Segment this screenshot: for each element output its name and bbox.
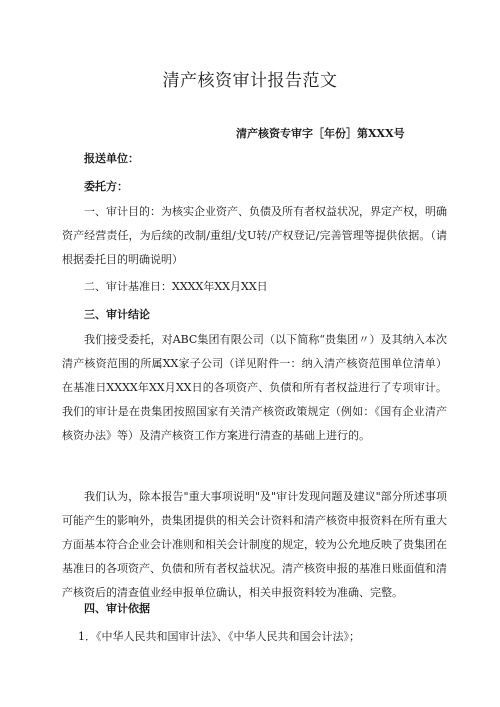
basis-item-1: 1．《中华人民共和国审计法》、《中华人民共和国会计法》； xyxy=(78,630,360,643)
basis-heading: 四、审计依据 xyxy=(84,602,150,615)
conclusion-heading: 三、审计结论 xyxy=(84,308,150,321)
client-label: 委托方： xyxy=(84,180,128,193)
conclusion-paragraph-1: 我们接受委托，对ABC集团有限公司（以下简称“贵集团〃）及其纳入本次清产核资范围的所属XX家子公司（详见附件一：纳入清产核资范围单位清单）在基准日XXXX年XX月XX日的各项资产、负债和所有者权益进行了专项审计。我们的审计是在贵集团按照国家有关清产核资政策规定（例如：《国有企业清产核资办法》等）及清产核资工作方案进行清查的基础上进行的。 xyxy=(62,333,447,442)
document-number: 清产核资专审字［年份］第XXX号 xyxy=(236,127,405,140)
addressee-label: 报送单位： xyxy=(84,152,139,165)
base-date-line: 二、审计基准日：XXXX年XX月XX日 xyxy=(84,280,268,293)
audit-purpose-paragraph: 一、审计目的：为核实企业资产、负债及所有者权益状况，界定产权，明确资产经营责任，为后续的改制/重组/戈U转/产权登记/完善管理等提供依据。（请根据委托目的明确说明） xyxy=(62,205,447,266)
conclusion-paragraph-2: 我们认为，除本报告"重大事项说明"及"审计发现问题及建议"部分所述事项可能产生的影响外，贵集团提供的相关会计资料和清产核资申报资料在所有重大方面基本符合企业会计准则和相关会计制度的规定，较为公允地反映了贵集团在基准日的各项资产、负债和所有者权益状况。清产核资申报的基准日账面值和清产核资后的清查值业经申报单位确认，相关申报资料较为准确、完整。 xyxy=(62,490,447,599)
document-title: 清产核资审计报告范文 xyxy=(162,71,338,91)
